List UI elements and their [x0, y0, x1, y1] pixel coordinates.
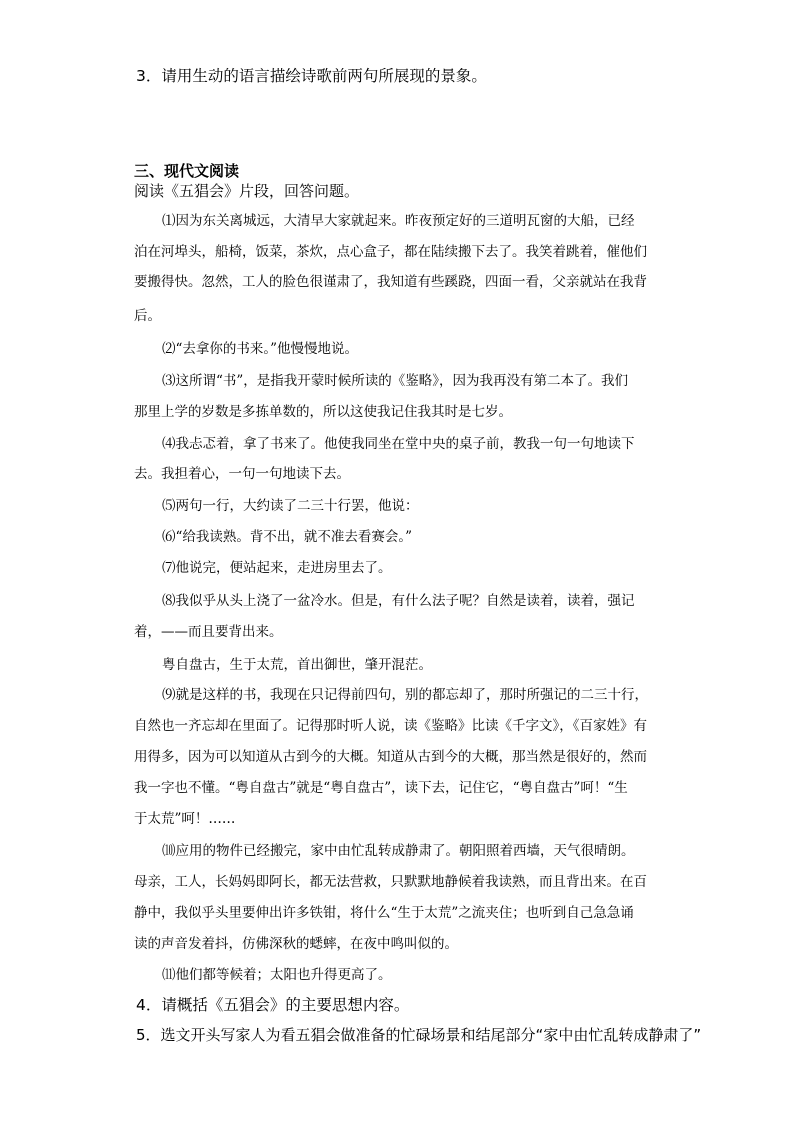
question-3: 3．请用生动的语言描绘诗歌前两句所展现的景象。: [136, 67, 487, 85]
passage-p3-line: 那里上学的岁数是多拣单数的，所以这使我记住我其时是七岁。: [134, 404, 512, 420]
passage-p1-line: ⑴因为东关离城远，大清早大家就起来。昨夜预定好的三道明瓦窗的大船，已经: [162, 213, 635, 229]
passage-p6-line: ⑹“给我读熟。背不出，就不准去看赛会。”: [162, 529, 413, 545]
passage-p4-line: ⑷我忐忑着，拿了书来了。他使我同坐在堂中央的桌子前，教我一句一句地读下: [162, 436, 635, 452]
passage-p8-line: 着，——而且要背出来。: [134, 624, 283, 640]
passage-p3-line: ⑶这所谓“书”，是指我开蒙时候所读的《鉴略》，因为我再没有第二本了。我们: [162, 373, 629, 389]
passage-p9-line: 于太荒”呵！……: [134, 811, 236, 827]
passage-p5-line: ⑸两句一行，大约读了二三十行罢，他说：: [162, 498, 419, 514]
passage-p9-line: 自然也一齐忘却在里面了。记得那时听人说，读《鉴略》比读《千字文》，《百家姓》有: [134, 718, 647, 734]
passage-p10-line: 静中，我似乎头里要伸出许多铁钳，将什么“生于太荒”之流夹住；也听到自己急急诵: [134, 905, 634, 921]
passage-p9-line: ⑼就是这样的书，我现在只记得前四句，别的都忘却了，那时所强记的二三十行，: [162, 687, 648, 703]
passage-p10-line: 母亲，工人，长妈妈即阿长，都无法营救，只默默地静候着我读熟，而且背出来。在百: [134, 874, 647, 890]
passage-quote: 粤自盘古，生于太荒，首出御世，肇开混茫。: [162, 657, 432, 673]
passage-p9-line: 用得多，因为可以知道从古到今的大概。知道从古到今的大概，那当然是很好的，然而: [134, 749, 647, 765]
passage-p9-line: 我一字也不懂。“粤自盘古”就是“粤自盘古”，读下去，记住它，“粤自盘古”呵！“生: [134, 780, 628, 796]
passage-p1-line: 后。: [134, 308, 161, 324]
passage-p10-line: 读的声音发着抖，仿佛深秋的蟋蟀，在夜中鸣叫似的。: [134, 936, 458, 952]
passage-p8-line: ⑻我似乎从头上浇了一盆冷水。但是，有什么法子呢？自然是读着，读着，强记: [162, 593, 635, 609]
passage-p10-line: ⑽应用的物件已经搬完，家中由忙乱转成静肃了。朝阳照着西墙，天气很晴朗。: [162, 843, 635, 859]
question-4: 4．请概括《五猖会》的主要思想内容。: [136, 996, 410, 1014]
section-title: 三、现代文阅读: [134, 162, 240, 180]
passage-p4-line: 去。我担着心，一句一句地读下去。: [134, 466, 350, 482]
passage-p7-line: ⑺他说完，便站起来，走进房里去了。: [162, 560, 392, 576]
passage-p11-line: ⑾他们都等候着；太阳也升得更高了。: [162, 967, 392, 983]
question-5: 5．选文开头写家人为看五猖会做准备的忙碌场景和结尾部分“家中由忙乱转成静肃了”: [136, 1026, 702, 1044]
reading-instruction: 阅读《五猖会》片段，回答问题。: [134, 182, 360, 200]
passage-p1-line: 要搬得快。忽然，工人的脸色很谨肃了，我知道有些蹊跷，四面一看，父亲就站在我背: [134, 274, 647, 290]
passage-p1-line: 泊在河埠头，船椅，饭菜，茶炊，点心盒子，都在陆续搬下去了。我笑着跳着，催他们: [134, 244, 647, 260]
passage-p2-line: ⑵“去拿你的书来。”他慢慢地说。: [162, 341, 359, 357]
